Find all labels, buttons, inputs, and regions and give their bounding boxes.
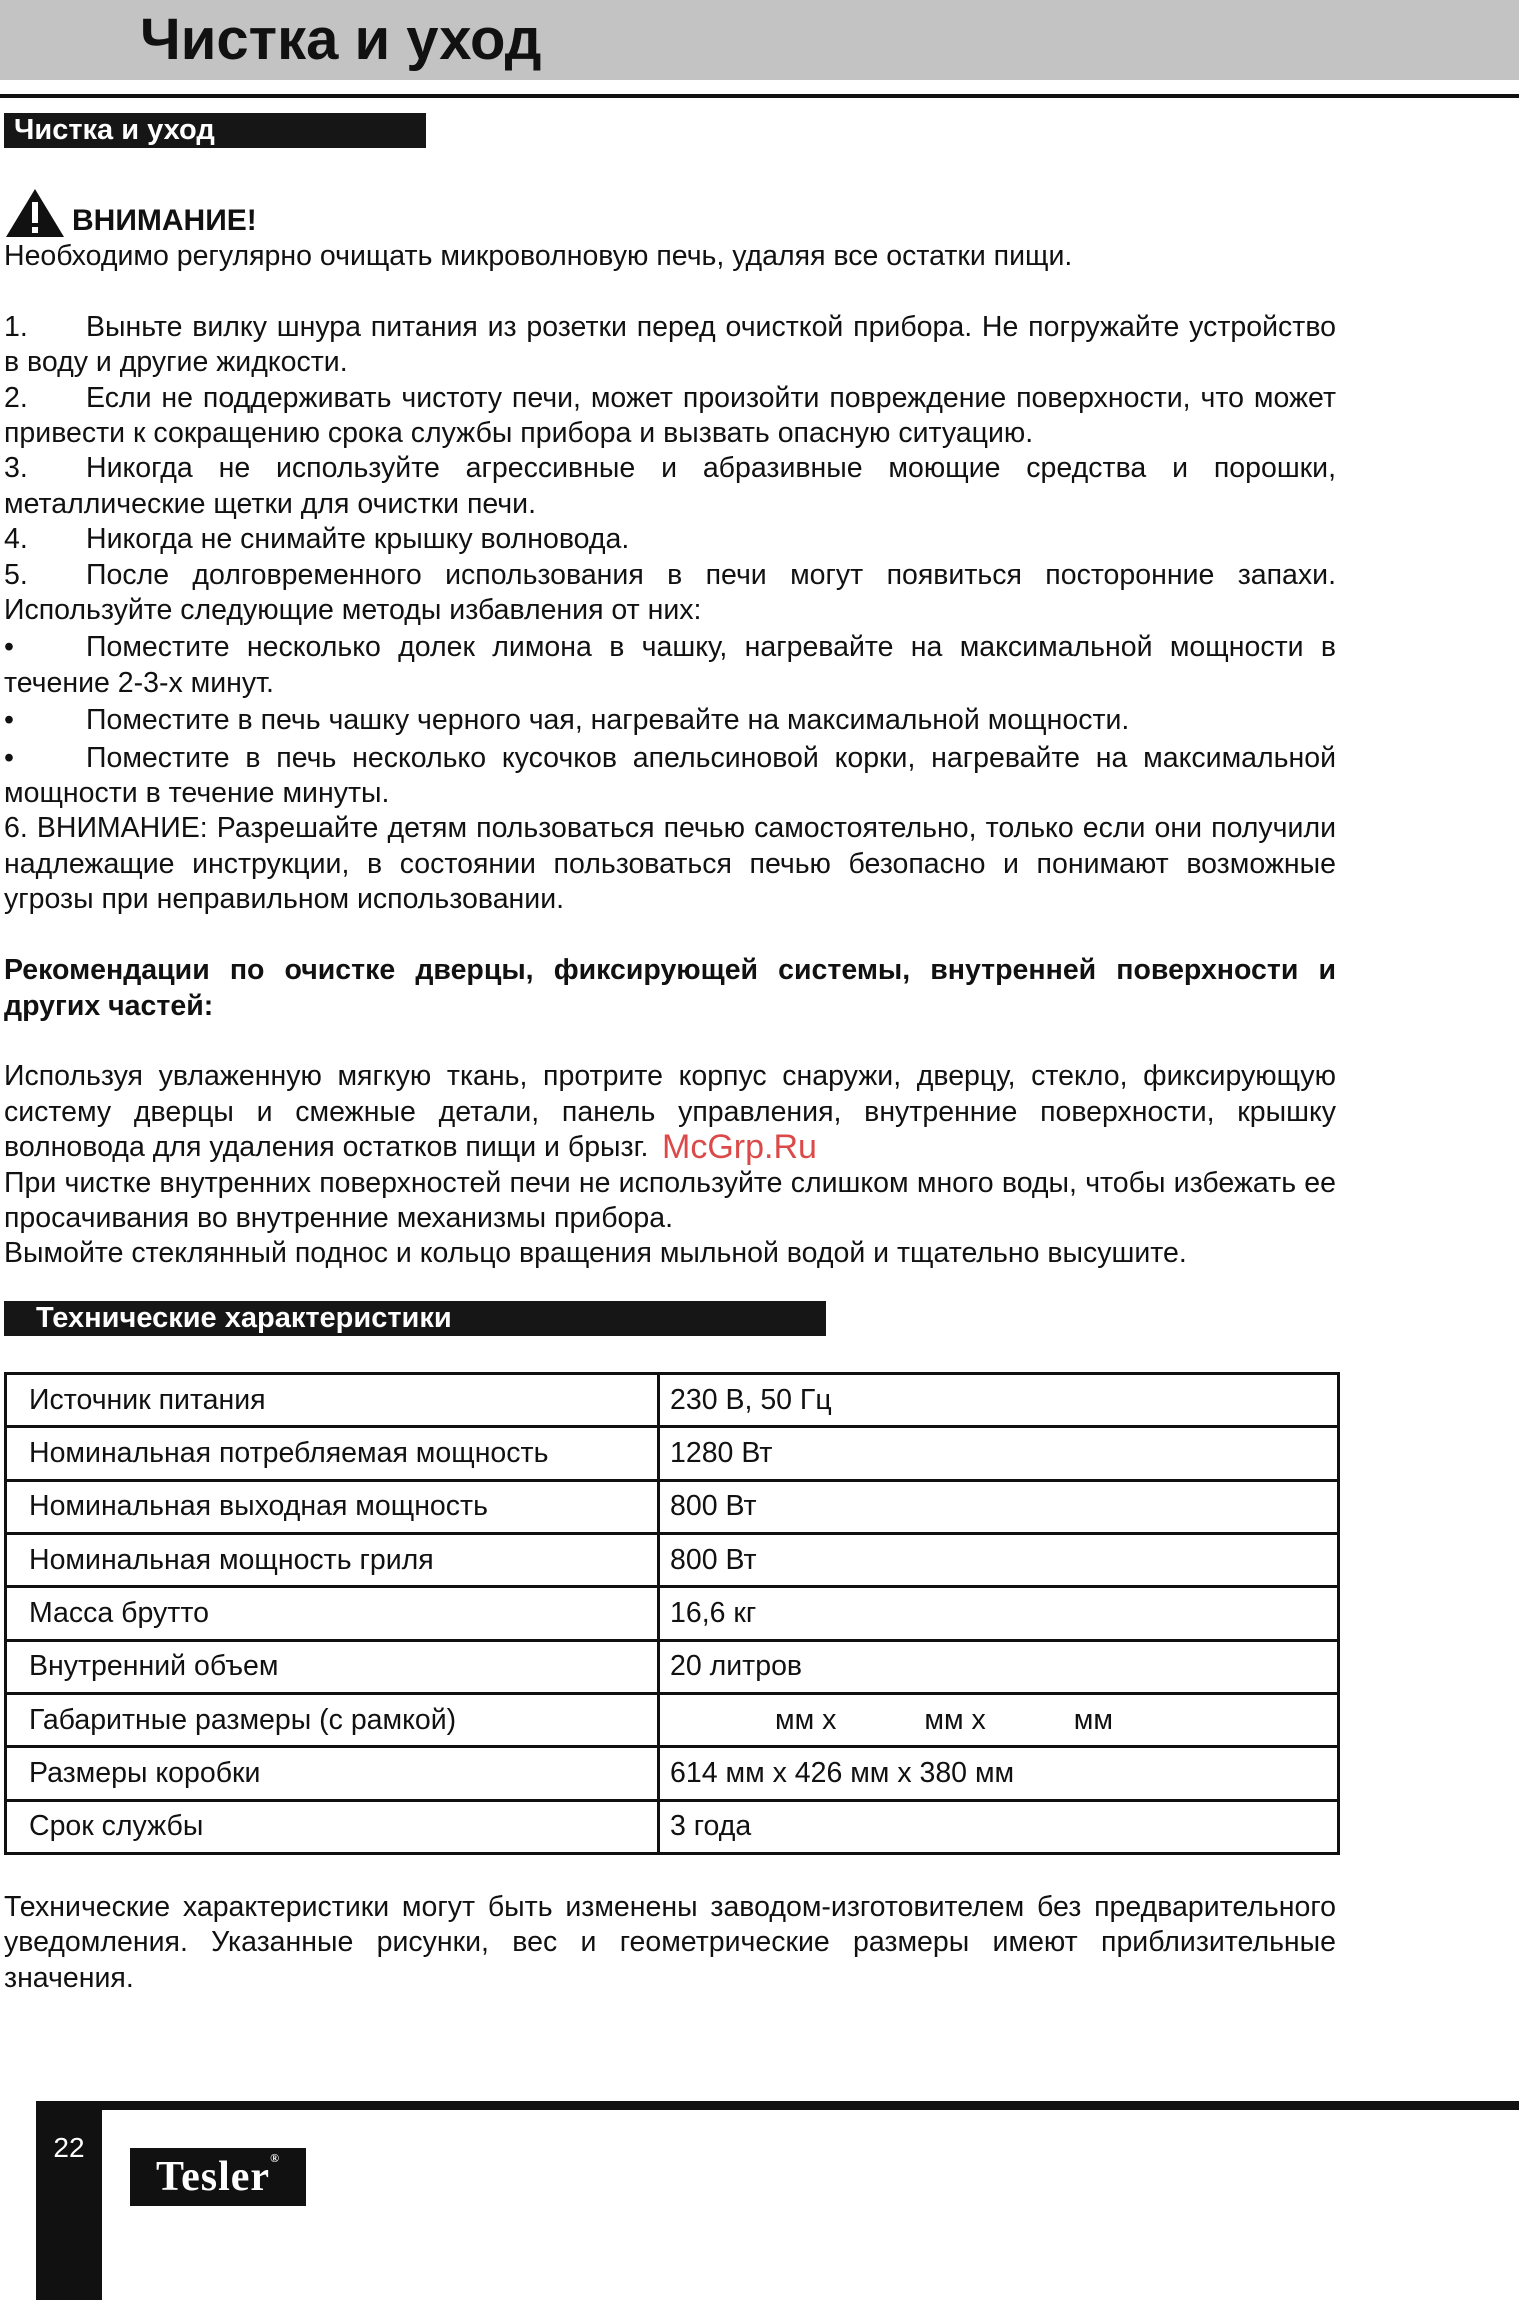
list-item bbox=[4, 522, 1336, 557]
table-row bbox=[6, 1480, 1339, 1533]
registered-mark: ® bbox=[270, 2151, 281, 2165]
spec-name: Номинальная выходная мощность bbox=[6, 1480, 659, 1533]
spec-value: 16,6 кг bbox=[659, 1587, 1339, 1640]
recommendations-heading: Рекомендации по очистке дверцы, фиксирующей системы, внутренней поверхности и других частей: bbox=[4, 954, 1336, 1022]
table-row bbox=[6, 1374, 1339, 1427]
cleaning-instructions bbox=[4, 239, 1336, 1272]
warning-block bbox=[4, 187, 504, 239]
item-number: 2. bbox=[4, 381, 28, 414]
warning-label: ВНИМАНИЕ! bbox=[72, 204, 257, 237]
table-row bbox=[6, 1533, 1339, 1586]
specifications-table bbox=[4, 1372, 1340, 1855]
page-number: 22 bbox=[53, 2132, 85, 2163]
spec-name: Внутренний объем bbox=[6, 1640, 659, 1693]
recommendations-paragraph: Используя увлаженную мягкую ткань, протрите корпус снаружи, дверцу, стекло, фиксирующую систему дверцы и смежные детали, панель управления, внутренние поверхности, крышку волновода для удаления остатков пищи и брызг. bbox=[4, 1060, 1336, 1164]
spec-name: Номинальная мощность гриля bbox=[6, 1533, 659, 1586]
item-text: Никогда не снимайте крышку волновода. bbox=[86, 523, 630, 556]
bullet-item bbox=[4, 630, 1336, 701]
item-text: Никогда не используйте агрессивные и абразивные моющие средства и порошки, металлические щетки для очистки печи. bbox=[4, 452, 1336, 520]
dimension-part: мм bbox=[1073, 1703, 1113, 1736]
table-row bbox=[6, 1747, 1339, 1800]
section-heading-specs: Технические характеристики bbox=[4, 1301, 826, 1336]
table-row bbox=[6, 1427, 1339, 1480]
item-number: 5. bbox=[4, 558, 28, 591]
dimension-part: мм х bbox=[775, 1703, 837, 1736]
table-row bbox=[6, 1800, 1339, 1853]
specs-footnote: Технические характеристики могут быть изменены заводом-изготовителем без предварительного уведомления. Указанные рисунки, вес и геометрические размеры имеют приблизительные значения. bbox=[4, 1891, 1336, 1994]
bullet-text: Поместите несколько долек лимона в чашку, нагревайте на максимальной мощности в течение 2-3-х минут. bbox=[4, 631, 1336, 699]
bullet-item bbox=[4, 741, 1336, 812]
table-row bbox=[6, 1693, 1339, 1746]
item-number: 4. bbox=[4, 523, 28, 556]
spec-value: 230 В, 50 Гц bbox=[659, 1374, 1339, 1427]
section-heading-cleaning: Чистка и уход bbox=[4, 113, 426, 148]
dimension-part: мм х bbox=[924, 1703, 986, 1736]
item-text: После долговременного использования в печи могут появиться посторонние запахи. Используйте следующие методы избавления от них: bbox=[4, 558, 1336, 627]
spec-value: 3 года bbox=[659, 1800, 1339, 1853]
recommendations-paragraph: При чистке внутренних поверхностей печи не используйте слишком много воды, чтобы избежать ее просачивания во внутренние механизмы прибора. bbox=[4, 1166, 1336, 1234]
spec-name: Номинальная потребляемая мощность bbox=[6, 1427, 659, 1480]
spec-value: 20 литров bbox=[659, 1640, 1339, 1693]
item-number: 3. bbox=[4, 452, 28, 485]
list-item bbox=[4, 451, 1336, 522]
spec-value: 800 Вт bbox=[659, 1533, 1339, 1586]
spec-name: Срок службы bbox=[6, 1800, 659, 1853]
recommendations-paragraph: Вымойте стеклянный поднос и кольцо вращения мыльной водой и тщательно высушите. bbox=[4, 1237, 1187, 1270]
spec-name: Размеры коробки bbox=[6, 1747, 659, 1800]
intro-text: Необходимо регулярно очищать микроволновую печь, удаляя все остатки пищи. bbox=[4, 240, 1073, 272]
bullet-text: Поместите в печь чашку черного чая, нагревайте на максимальной мощности. bbox=[86, 704, 1130, 737]
spec-value bbox=[659, 1693, 1339, 1746]
table-row bbox=[6, 1640, 1339, 1693]
brand-logo bbox=[130, 2148, 306, 2206]
warning-icon bbox=[4, 187, 66, 239]
list-item bbox=[4, 381, 1336, 452]
bullet-icon: • bbox=[4, 631, 14, 664]
spec-value: 1280 Вт bbox=[659, 1427, 1339, 1480]
list-item bbox=[4, 558, 1336, 629]
spec-value: 800 Вт bbox=[659, 1480, 1339, 1533]
item-text: Выньте вилку шнура питания из розетки перед очисткой прибора. Не погружайте устройство в воду и другие жидкости. bbox=[4, 310, 1336, 379]
logo-text: Tesler bbox=[155, 2154, 271, 2200]
item-text: Если не поддерживать чистоту печи, может произойти повреждение поверхности, что может привести к сокращению срока службы прибора и вызвать опасную ситуацию. bbox=[4, 381, 1336, 450]
spec-name: Габаритные размеры (с рамкой) bbox=[6, 1693, 659, 1746]
bullet-text: Поместите в печь несколько кусочков апельсиновой корки, нагревайте на максимальной мощности в течение минуты. bbox=[4, 741, 1336, 810]
item-six-text: 6. ВНИМАНИЕ: Разрешайте детям пользоваться печью самостоятельно, только если они получили надлежащие инструкции, в состоянии пользоваться печью безопасно и понимают возможные угрозы при неправильном использовании. bbox=[4, 812, 1336, 916]
spec-name: Источник питания bbox=[6, 1374, 659, 1427]
list-item bbox=[4, 310, 1336, 381]
bullet-icon: • bbox=[4, 704, 14, 737]
header-divider bbox=[0, 94, 1519, 98]
footer-page-tab bbox=[36, 2101, 102, 2300]
footer-divider bbox=[36, 2101, 1519, 2110]
bullet-icon: • bbox=[4, 741, 14, 774]
watermark: McGrp.Ru bbox=[662, 1128, 817, 1166]
spec-name: Масса брутто bbox=[6, 1587, 659, 1640]
bullet-item bbox=[4, 703, 1336, 738]
spec-value: 614 мм х 426 мм х 380 мм bbox=[659, 1747, 1339, 1800]
table-row bbox=[6, 1587, 1339, 1640]
page-title: Чистка и уход bbox=[140, 7, 542, 72]
item-number: 1. bbox=[4, 310, 28, 343]
